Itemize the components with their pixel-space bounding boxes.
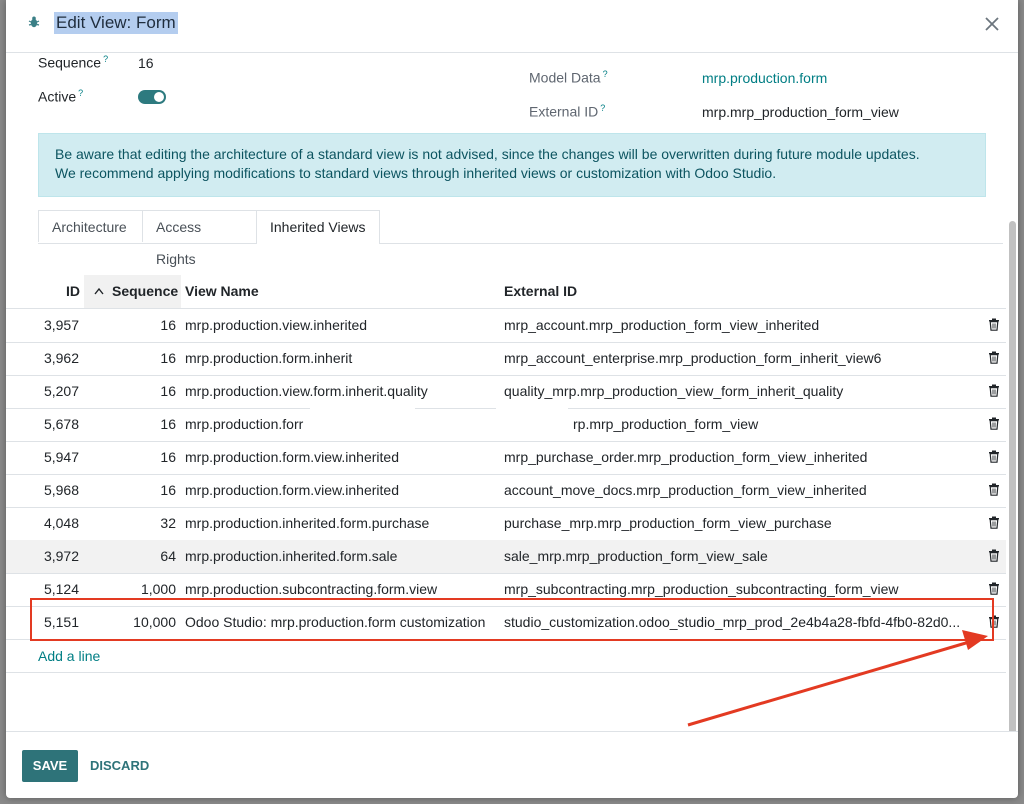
cell-id: 5,968 — [43, 482, 79, 498]
tab-architecture[interactable]: Architecture — [38, 210, 143, 242]
cell-view-name: mrp.production.form.inherit — [185, 350, 353, 366]
external-id-value[interactable]: mrp.mrp_production_form_view — [702, 104, 899, 120]
cell-id: 3,962 — [43, 350, 79, 366]
model-data-link[interactable]: mrp.production.form — [702, 70, 828, 86]
sort-ascending-icon — [94, 287, 104, 295]
save-button[interactable]: SAVE — [22, 750, 78, 782]
cell-view-name: Odoo Studio: mrp.production.form customization — [185, 614, 486, 630]
col-id[interactable]: ID — [66, 283, 80, 299]
cell-view-name: mrp.production.form.view.inherited — [185, 449, 399, 465]
cell-sequence: 32 — [160, 515, 176, 531]
table-row[interactable] — [6, 375, 1006, 409]
bug-icon — [26, 14, 42, 30]
tab-access-rights[interactable]: Access Rights — [142, 210, 257, 242]
close-icon[interactable] — [978, 10, 1006, 38]
cell-id: 5,124 — [43, 581, 79, 597]
table-row[interactable] — [6, 408, 1006, 442]
cell-id: 3,957 — [43, 317, 79, 333]
sequence-label: Sequence ? — [38, 54, 109, 71]
cell-sequence: 10,000 — [133, 614, 176, 630]
dialog-footer — [6, 731, 1018, 798]
trash-icon[interactable] — [988, 450, 1000, 463]
edit-view-dialog — [6, 0, 1018, 798]
tab-inherited-views[interactable]: Inherited Views — [256, 210, 380, 244]
table-row[interactable] — [6, 342, 1006, 376]
cell-external-id: mrp_account.mrp_production_form_view_inherited — [504, 317, 820, 333]
cell-sequence: 16 — [160, 317, 176, 333]
discard-button[interactable]: DISCARD — [90, 758, 150, 773]
cell-view-name: mrp.production.inherited.form.sale — [185, 548, 398, 564]
cell-external-id: purchase_mrp.mrp_production_form_view_purchase — [504, 515, 832, 531]
cell-external-id: sale_mrp.mrp_production_form_view_sale — [504, 548, 768, 564]
sequence-value[interactable]: 16 — [138, 55, 154, 71]
trash-icon[interactable] — [988, 549, 1000, 562]
cell-view-name: mrp.production.inherited.form.purchase — [185, 515, 430, 531]
cell-sequence: 16 — [160, 350, 176, 366]
cell-sequence: 16 — [160, 383, 176, 399]
trash-icon[interactable] — [988, 582, 1000, 595]
trash-icon[interactable] — [988, 483, 1000, 496]
col-sequence[interactable]: Sequence — [112, 283, 179, 299]
cell-external-id: mrp_account_enterprise.mrp_production_form_inherit_view6 — [504, 350, 882, 366]
table-row[interactable] — [6, 474, 1006, 508]
cell-id: 5,151 — [43, 614, 79, 630]
alert-line-2: We recommend applying modifications to standard views through inherited views or customization with Odoo Studio. — [55, 165, 777, 181]
sequence-help-icon[interactable]: ? — [103, 54, 109, 64]
cell-view-name: mrp.production.forr — [185, 416, 304, 432]
trash-icon[interactable] — [988, 351, 1000, 364]
add-a-line-link[interactable]: Add a line — [38, 648, 101, 664]
tab-bar — [38, 210, 1003, 267]
cell-sequence: 64 — [160, 548, 176, 564]
col-view-name[interactable]: View Name — [185, 283, 259, 299]
cell-sequence: 1,000 — [140, 581, 176, 597]
external-id-label: External ID ? — [529, 103, 606, 120]
trash-icon[interactable] — [988, 318, 1000, 331]
redacted-area — [496, 408, 568, 441]
active-toggle[interactable] — [138, 90, 166, 104]
dialog-header — [6, 0, 1018, 53]
cell-view-name: mrp.production.form.view.inherited — [185, 482, 399, 498]
trash-icon[interactable] — [988, 516, 1000, 529]
external-id-help-icon[interactable]: ? — [600, 103, 606, 113]
cell-external-id: rp.mrp_production_form_view — [573, 416, 759, 432]
cell-external-id: quality_mrp.mrp_production_view_form_inherit_quality — [504, 383, 844, 399]
cell-external-id: mrp_subcontracting.mrp_production_subcontracting_form_view — [504, 581, 899, 597]
redacted-area — [310, 408, 415, 441]
cell-external-id: account_move_docs.mrp_production_form_view_inherited — [504, 482, 867, 498]
cell-id: 3,972 — [43, 548, 79, 564]
alert-line-1: Be aware that editing the architecture of a standard view is not advised, since the changes will be overwritten during future module updates. — [55, 146, 920, 162]
model-data-label: Model Data ? — [529, 69, 608, 86]
warning-alert — [38, 133, 986, 197]
model-data-help-icon[interactable]: ? — [602, 69, 608, 79]
cell-sequence: 16 — [160, 482, 176, 498]
cell-id: 4,048 — [43, 515, 79, 531]
active-help-icon[interactable]: ? — [78, 88, 84, 98]
table-row[interactable] — [6, 309, 1006, 343]
table-row[interactable] — [6, 441, 1006, 475]
active-label: Active ? — [38, 88, 84, 105]
scrollbar[interactable] — [1009, 221, 1016, 731]
table-row[interactable] — [6, 540, 1006, 574]
cell-id: 5,207 — [43, 383, 79, 399]
cell-view-name: mrp.production.view.form.inherit.quality — [185, 383, 428, 399]
cell-external-id: studio_customization.odoo_studio_mrp_prod_2e4b4a28-fbfd-4fb0-82d0... — [504, 614, 961, 630]
trash-icon[interactable] — [988, 384, 1000, 397]
cell-view-name: mrp.production.subcontracting.form.view — [185, 581, 438, 597]
cell-id: 5,947 — [43, 449, 79, 465]
cell-sequence: 16 — [160, 449, 176, 465]
annotation-highlight-box — [30, 598, 994, 641]
dialog-title: Edit View: Form — [56, 13, 176, 32]
cell-external-id: mrp_purchase_order.mrp_production_form_view_inherited — [504, 449, 868, 465]
table-header — [6, 275, 1006, 309]
cell-view-name: mrp.production.view.inherited — [185, 317, 368, 333]
cell-sequence: 16 — [160, 416, 176, 432]
col-external-id[interactable]: External ID — [504, 283, 578, 299]
trash-icon[interactable] — [988, 417, 1000, 430]
toggle-knob — [154, 92, 164, 102]
cell-id: 5,678 — [43, 416, 79, 432]
table-row[interactable] — [6, 507, 1006, 541]
table-footer-divider — [6, 672, 1006, 673]
